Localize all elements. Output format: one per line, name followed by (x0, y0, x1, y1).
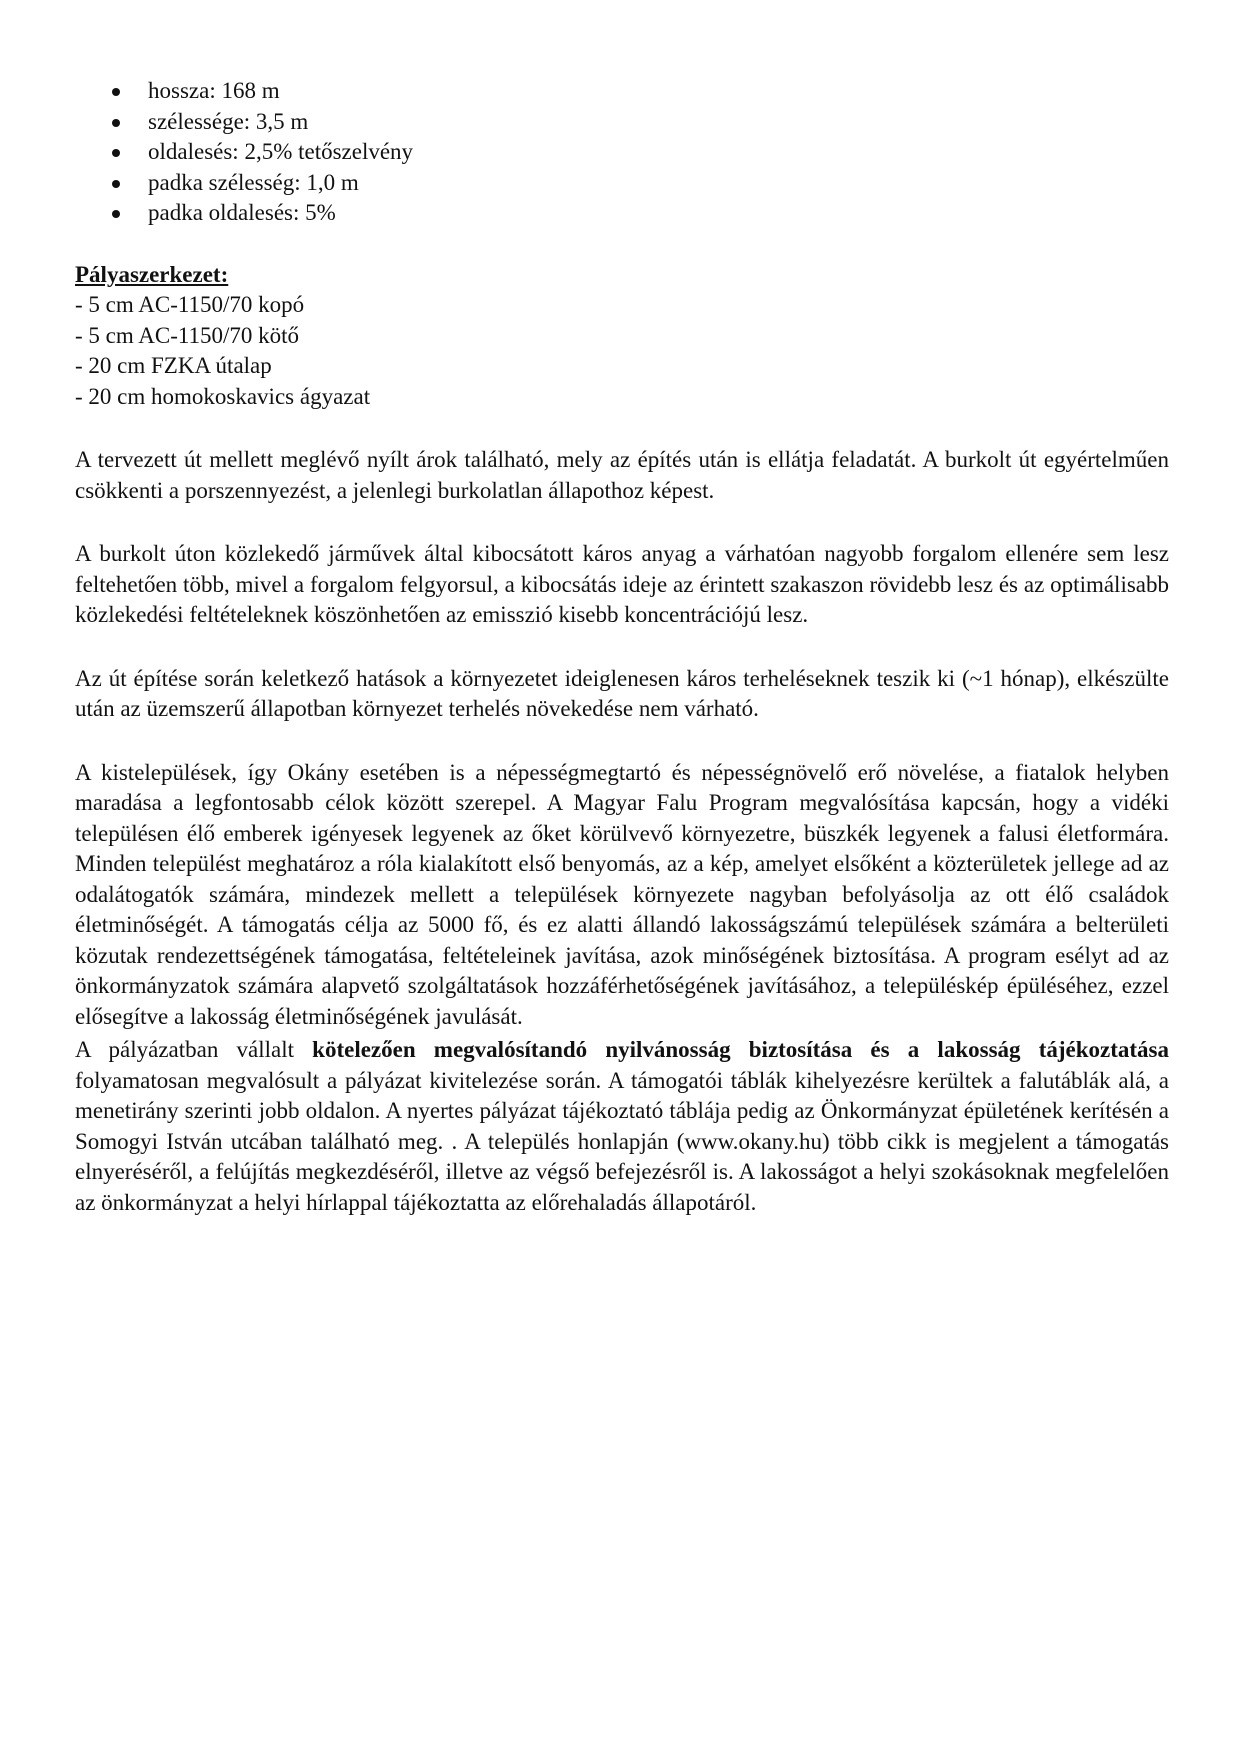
paragraph-ditch: A tervezett út mellett meglévő nyílt árok található, mely az építés után is ellátja feladatát. A burkolt út egyértelműen csökkenti a porszennyezést, a jelenlegi burkolatlan állapothoz képest. (75, 447, 1169, 503)
road-specs-list (75, 76, 1169, 229)
layer-item: - 20 cm FZKA útalap (75, 353, 272, 378)
paragraph-emissions: A burkolt úton közlekedő járművek által kibocsátott káros anyag a várhatóan nagyobb forgalom ellenére sem lesz feltehetően több, mivel a forgalom felgyorsul, a kibocsátás ideje az érintett szakaszon rövidebb lesz és az optimálisabb közlekedési feltételeknek köszönhetően az emisszió kisebb koncentrációjú lesz. (75, 541, 1169, 627)
layer-item: - 5 cm AC-1150/70 kopó (75, 292, 305, 317)
publicity-text-end: folyamatosan megvalósult a pályázat kivitelezése során. A támogatói táblák kihelyezésre kerültek a falutáblák alá, a menetirány szerinti jobb oldalon. A nyertes pályázat tájékoztató táblája pedig az Önkormányzat épületének kerítésén a Somogyi István utcában található meg. . A település honlapján (www.okany.hu) több cikk is megjelent a támogatás elnyeréséről, a felújítás megkezdéséről, illetve az végső befejezésről is. A lakosságot a helyi szokásoknak megfelelően az önkormányzat a helyi hírlappal tájékoztatta az előrehaladás állapotáról. (75, 1067, 1169, 1215)
spec-text: szélessége: 3,5 m (148, 108, 309, 134)
bullet-icon (112, 180, 120, 188)
paragraph-construction-impact: Az út építése során keletkező hatások a környezetet ideiglenesen káros terheléseknek teszik ki (~1 hónap), elkészülte után az üzemszerű állapotban környezet terhelés növekedése nem várható. (75, 665, 1169, 721)
bullet-icon (112, 88, 120, 96)
paragraph-village-program: A kistelepülések, így Okány esetében is a népességmegtartó és népességnövelő erő növelése, a fiatalok helyben maradása a legfontosabb célok között szerepel. A Magyar Falu Program megvalósítása kapcsán, hogy a vidéki településen élő emberek igényesek legyenek az őket körülvevő környezetre, büszkék legyenek a falusi életformára. Minden települést meghatároz a róla kialakított első benyomás, az a kép, amelyet elsőként a közterületek jellege ad az odalátogatók számára, mindezek mellett a települések környezete nagyban befolyásolja az ott élő családok életminőségét. A támogatás célja az 5000 fő, és ez alatti állandó lakosságszámú települések számára a belterületi közutak rendezettségének támogatása, feltételeinek javítása, azok minőségének biztosítása. A program esélyt ad az önkormányzatok számára alapvető szolgáltatások hozzáférhetőségének javításához, a településkép épüléséhez, ezzel elősegítve a lakosság életminőségének javulását. (75, 759, 1169, 1029)
paragraph-publicity (75, 1035, 1169, 1218)
spec-text: padka oldalesés: 5% (148, 200, 336, 225)
layer-item: - 20 cm homokoskavics ágyazat (75, 383, 371, 409)
spec-item-shoulder-width (148, 168, 1169, 199)
publicity-text-start: A pályázatban vállalt (75, 1037, 313, 1062)
bullet-icon (112, 210, 120, 218)
publicity-bold-text: kötelezően megvalósítandó nyilvánosság biztosítása és a lakosság tájékoztatása (312, 1037, 1169, 1062)
pavement-layers-list (75, 290, 1169, 412)
layer-item: - 5 cm AC-1150/70 kötő (75, 322, 300, 348)
spec-item-width (148, 107, 1169, 138)
spec-text: oldalesés: 2,5% tetőszelvény (148, 139, 414, 164)
spec-item-length (148, 76, 1169, 107)
bullet-icon (112, 149, 120, 157)
bullet-icon (112, 119, 120, 127)
spec-text: hossza: 168 m (148, 78, 280, 103)
spec-text: padka szélesség: 1,0 m (148, 169, 359, 195)
spec-item-crossfall (148, 137, 1169, 168)
document-body (75, 76, 1169, 1218)
pavement-structure-heading: Pályaszerkezet: (75, 261, 229, 287)
spec-item-shoulder-slope (148, 198, 1169, 229)
